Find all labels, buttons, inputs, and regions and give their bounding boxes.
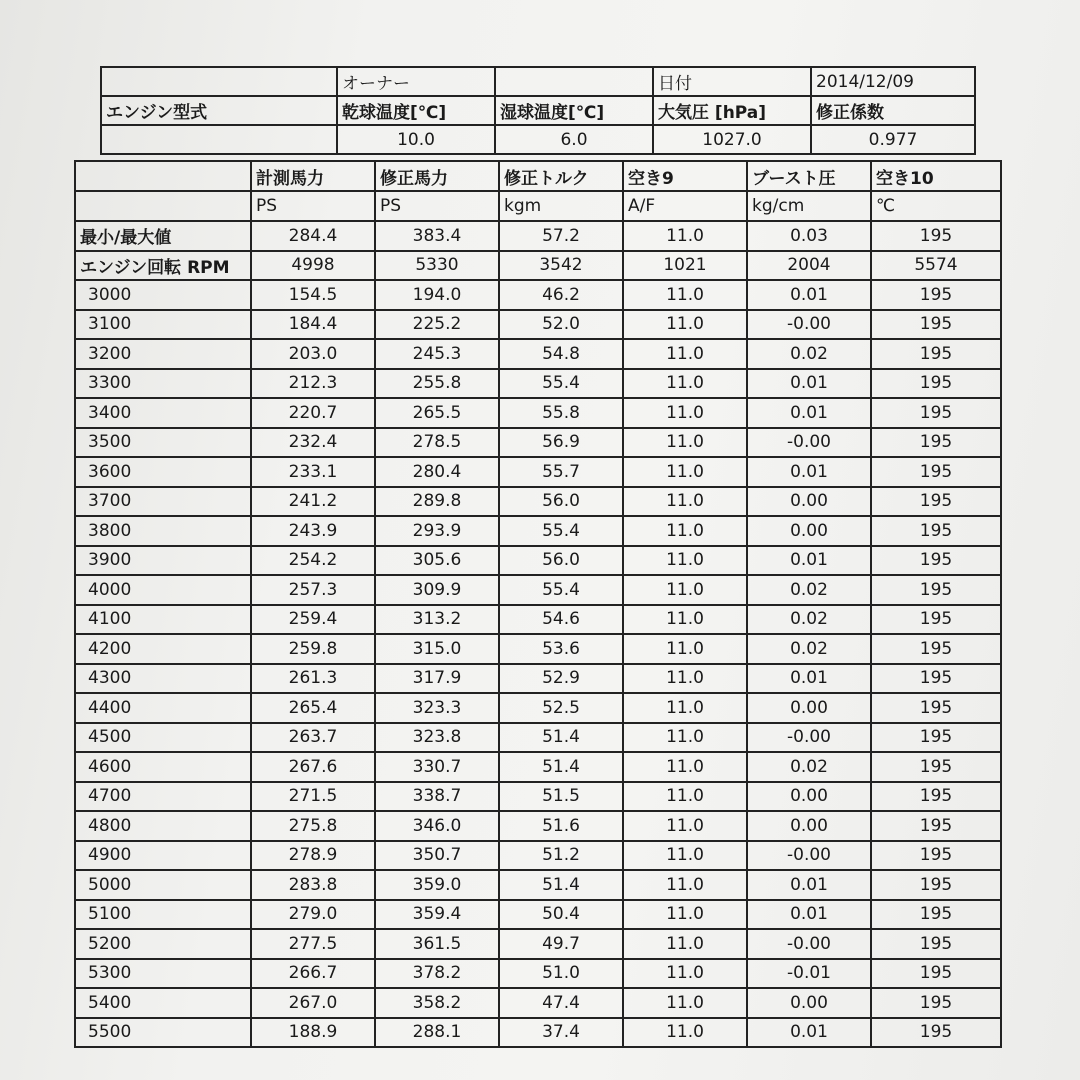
table-row bbox=[75, 782, 1001, 812]
corrected-power-cell: 225.2 bbox=[375, 310, 499, 340]
conditions-row-labels bbox=[101, 96, 975, 125]
corrected-torque-cell: 3542 bbox=[499, 251, 623, 281]
corrected-torque-cell: 55.4 bbox=[499, 575, 623, 605]
corrected-power-cell: 361.5 bbox=[375, 929, 499, 959]
corrected-power-cell: 288.1 bbox=[375, 1018, 499, 1048]
spare-10-cell: 195 bbox=[871, 988, 1001, 1018]
corrected-power-cell: 323.8 bbox=[375, 723, 499, 753]
corrected-torque-cell: 50.4 bbox=[499, 900, 623, 930]
table-row bbox=[75, 398, 1001, 428]
boost-pressure-cell: 0.01 bbox=[747, 369, 871, 399]
summary-row bbox=[75, 251, 1001, 281]
spare-10-cell: 195 bbox=[871, 575, 1001, 605]
rpm-cell: 3900 bbox=[75, 546, 251, 576]
corrected-power-cell: 278.5 bbox=[375, 428, 499, 458]
spare-10-cell: 195 bbox=[871, 310, 1001, 340]
spare-10-cell: 195 bbox=[871, 339, 1001, 369]
boost-pressure-cell: 0.01 bbox=[747, 398, 871, 428]
table-row bbox=[75, 811, 1001, 841]
corrected-torque-cell: 54.6 bbox=[499, 605, 623, 635]
boost-pressure-cell: 0.00 bbox=[747, 811, 871, 841]
spare-9-cell: 空き9 bbox=[623, 161, 747, 191]
corrected-torque-cell: 56.0 bbox=[499, 487, 623, 517]
corrected-power-cell: 305.6 bbox=[375, 546, 499, 576]
spare-9-cell: 11.0 bbox=[623, 487, 747, 517]
spare-9-cell: 11.0 bbox=[623, 339, 747, 369]
rpm-cell: 4200 bbox=[75, 634, 251, 664]
boost-pressure-cell: -0.00 bbox=[747, 310, 871, 340]
corrected-torque-cell: 55.4 bbox=[499, 516, 623, 546]
table-row bbox=[75, 428, 1001, 458]
corrected-power-cell: 359.4 bbox=[375, 900, 499, 930]
table-row bbox=[75, 575, 1001, 605]
spare-10-cell: 空き10 bbox=[871, 161, 1001, 191]
table-row bbox=[75, 457, 1001, 487]
rpm-cell: 5000 bbox=[75, 870, 251, 900]
corrected-power-cell: 359.0 bbox=[375, 870, 499, 900]
corrected-torque-cell: 57.2 bbox=[499, 221, 623, 251]
boost-pressure-cell: 0.00 bbox=[747, 782, 871, 812]
measured-power-cell: 265.4 bbox=[251, 693, 375, 723]
spare-10-cell: 195 bbox=[871, 457, 1001, 487]
corrected-torque-cell: 51.6 bbox=[499, 811, 623, 841]
owner-label: オーナー bbox=[337, 67, 495, 96]
corrected-power-cell: 280.4 bbox=[375, 457, 499, 487]
corrected-power-cell: 378.2 bbox=[375, 959, 499, 989]
measured-power-cell: 284.4 bbox=[251, 221, 375, 251]
measured-power-cell: 220.7 bbox=[251, 398, 375, 428]
corrected-torque-cell: 52.9 bbox=[499, 664, 623, 694]
pressure-value: 1027.0 bbox=[653, 125, 811, 154]
measured-power-cell: 計測馬力 bbox=[251, 161, 375, 191]
boost-pressure-cell: -0.01 bbox=[747, 959, 871, 989]
spare-9-cell: 11.0 bbox=[623, 428, 747, 458]
table-row bbox=[75, 339, 1001, 369]
spare-10-cell: ℃ bbox=[871, 191, 1001, 221]
boost-pressure-cell: 0.01 bbox=[747, 664, 871, 694]
boost-pressure-cell: 0.02 bbox=[747, 752, 871, 782]
boost-pressure-cell: 0.01 bbox=[747, 546, 871, 576]
blank-cell bbox=[101, 67, 337, 96]
engine-model-label: エンジン型式 bbox=[101, 96, 337, 125]
corrected-power-cell: 323.3 bbox=[375, 693, 499, 723]
rpm-cell: 4000 bbox=[75, 575, 251, 605]
rpm-cell: 5100 bbox=[75, 900, 251, 930]
spare-10-cell: 195 bbox=[871, 487, 1001, 517]
rpm-cell: 4800 bbox=[75, 811, 251, 841]
spare-10-cell: 195 bbox=[871, 811, 1001, 841]
pressure-label: 大気圧 [hPa] bbox=[653, 96, 811, 125]
conditions-row-owner bbox=[101, 67, 975, 96]
corrected-power-cell: 317.9 bbox=[375, 664, 499, 694]
rpm-cell: 4300 bbox=[75, 664, 251, 694]
spare-10-cell: 195 bbox=[871, 782, 1001, 812]
table-row bbox=[75, 841, 1001, 871]
spare-10-cell: 5574 bbox=[871, 251, 1001, 281]
wet-bulb-label: 湿球温度[℃] bbox=[495, 96, 653, 125]
boost-pressure-cell: 0.01 bbox=[747, 900, 871, 930]
spare-9-cell: 11.0 bbox=[623, 634, 747, 664]
rpm-cell: 4500 bbox=[75, 723, 251, 753]
table-row bbox=[75, 1018, 1001, 1048]
boost-pressure-cell: -0.00 bbox=[747, 428, 871, 458]
corrected-torque-cell: 52.0 bbox=[499, 310, 623, 340]
spare-10-cell: 195 bbox=[871, 516, 1001, 546]
rpm-cell: 最小/最大値 bbox=[75, 221, 251, 251]
summary-row bbox=[75, 221, 1001, 251]
spare-9-cell: 11.0 bbox=[623, 221, 747, 251]
corrected-power-cell: 289.8 bbox=[375, 487, 499, 517]
unit-row bbox=[75, 191, 1001, 221]
measured-power-cell: 154.5 bbox=[251, 280, 375, 310]
table-row bbox=[75, 752, 1001, 782]
rpm-cell: 5200 bbox=[75, 929, 251, 959]
spare-10-cell: 195 bbox=[871, 959, 1001, 989]
spare-9-cell: 11.0 bbox=[623, 546, 747, 576]
spare-10-cell: 195 bbox=[871, 634, 1001, 664]
measured-power-cell: 212.3 bbox=[251, 369, 375, 399]
corrected-torque-cell: 51.5 bbox=[499, 782, 623, 812]
measured-power-cell: 278.9 bbox=[251, 841, 375, 871]
corrected-torque-cell: 55.8 bbox=[499, 398, 623, 428]
table-row bbox=[75, 900, 1001, 930]
spare-10-cell: 195 bbox=[871, 280, 1001, 310]
rpm-cell: 5500 bbox=[75, 1018, 251, 1048]
dry-bulb-label: 乾球温度[℃] bbox=[337, 96, 495, 125]
corrected-power-cell: 315.0 bbox=[375, 634, 499, 664]
date-value: 2014/12/09 bbox=[811, 67, 975, 96]
spare-10-cell: 195 bbox=[871, 398, 1001, 428]
spare-9-cell: 11.0 bbox=[623, 516, 747, 546]
spare-9-cell: 11.0 bbox=[623, 369, 747, 399]
table-row bbox=[75, 693, 1001, 723]
spare-9-cell: 11.0 bbox=[623, 723, 747, 753]
table-row bbox=[75, 546, 1001, 576]
spare-9-cell: 11.0 bbox=[623, 1018, 747, 1048]
spare-10-cell: 195 bbox=[871, 221, 1001, 251]
measured-power-cell: 257.3 bbox=[251, 575, 375, 605]
corrected-torque-cell: 51.4 bbox=[499, 870, 623, 900]
measured-power-cell: 232.4 bbox=[251, 428, 375, 458]
spare-10-cell: 195 bbox=[871, 929, 1001, 959]
rpm-cell: 3600 bbox=[75, 457, 251, 487]
spare-10-cell: 195 bbox=[871, 900, 1001, 930]
header-row bbox=[75, 161, 1001, 191]
rpm-cell: 5400 bbox=[75, 988, 251, 1018]
spare-9-cell: 11.0 bbox=[623, 457, 747, 487]
spare-9-cell: 11.0 bbox=[623, 870, 747, 900]
measured-power-cell: 261.3 bbox=[251, 664, 375, 694]
spare-10-cell: 195 bbox=[871, 1018, 1001, 1048]
spare-9-cell: A/F bbox=[623, 191, 747, 221]
spare-9-cell: 11.0 bbox=[623, 959, 747, 989]
rpm-cell: 4100 bbox=[75, 605, 251, 635]
table-row bbox=[75, 280, 1001, 310]
corrected-power-cell: 383.4 bbox=[375, 221, 499, 251]
rpm-cell: 3500 bbox=[75, 428, 251, 458]
boost-pressure-cell: kg/cm bbox=[747, 191, 871, 221]
boost-pressure-cell: 0.01 bbox=[747, 1018, 871, 1048]
boost-pressure-cell: 0.01 bbox=[747, 280, 871, 310]
spare-9-cell: 11.0 bbox=[623, 929, 747, 959]
corrected-torque-cell: 51.4 bbox=[499, 752, 623, 782]
corrected-power-cell: 255.8 bbox=[375, 369, 499, 399]
measured-power-cell: 275.8 bbox=[251, 811, 375, 841]
spare-9-cell: 11.0 bbox=[623, 310, 747, 340]
rpm-cell bbox=[75, 161, 251, 191]
table-row bbox=[75, 487, 1001, 517]
rpm-cell: 4600 bbox=[75, 752, 251, 782]
corrected-torque-cell: 53.6 bbox=[499, 634, 623, 664]
spare-9-cell: 11.0 bbox=[623, 841, 747, 871]
table-row bbox=[75, 369, 1001, 399]
measured-power-cell: 188.9 bbox=[251, 1018, 375, 1048]
boost-pressure-cell: ブースト圧 bbox=[747, 161, 871, 191]
corrected-power-cell: 350.7 bbox=[375, 841, 499, 871]
measured-power-cell: 277.5 bbox=[251, 929, 375, 959]
measured-power-cell: 259.4 bbox=[251, 605, 375, 635]
corrected-torque-cell: 55.4 bbox=[499, 369, 623, 399]
boost-pressure-cell: -0.00 bbox=[747, 723, 871, 753]
dry-bulb-value: 10.0 bbox=[337, 125, 495, 154]
measured-power-cell: 267.0 bbox=[251, 988, 375, 1018]
table-row bbox=[75, 959, 1001, 989]
rpm-cell: 3800 bbox=[75, 516, 251, 546]
boost-pressure-cell: 0.00 bbox=[747, 487, 871, 517]
blank-cell bbox=[495, 67, 653, 96]
conditions-table bbox=[100, 66, 976, 155]
corrected-torque-cell: 56.0 bbox=[499, 546, 623, 576]
correction-value: 0.977 bbox=[811, 125, 975, 154]
spare-10-cell: 195 bbox=[871, 723, 1001, 753]
measured-power-cell: 4998 bbox=[251, 251, 375, 281]
table-row bbox=[75, 605, 1001, 635]
boost-pressure-cell: 0.03 bbox=[747, 221, 871, 251]
boost-pressure-cell: 0.02 bbox=[747, 605, 871, 635]
spare-9-cell: 11.0 bbox=[623, 782, 747, 812]
spare-9-cell: 11.0 bbox=[623, 752, 747, 782]
boost-pressure-cell: 0.02 bbox=[747, 339, 871, 369]
boost-pressure-cell: -0.00 bbox=[747, 929, 871, 959]
corrected-power-cell: 346.0 bbox=[375, 811, 499, 841]
correction-label: 修正係数 bbox=[811, 96, 975, 125]
blank-cell bbox=[101, 125, 337, 154]
corrected-torque-cell: 37.4 bbox=[499, 1018, 623, 1048]
spare-10-cell: 195 bbox=[871, 693, 1001, 723]
measured-power-cell: 241.2 bbox=[251, 487, 375, 517]
corrected-power-cell: 5330 bbox=[375, 251, 499, 281]
rpm-cell: 3000 bbox=[75, 280, 251, 310]
corrected-torque-cell: 49.7 bbox=[499, 929, 623, 959]
rpm-cell bbox=[75, 191, 251, 221]
corrected-power-cell: 309.9 bbox=[375, 575, 499, 605]
date-label: 日付 bbox=[653, 67, 811, 96]
spare-9-cell: 11.0 bbox=[623, 575, 747, 605]
spare-9-cell: 1021 bbox=[623, 251, 747, 281]
table-row bbox=[75, 988, 1001, 1018]
corrected-torque-cell: 修正トルク bbox=[499, 161, 623, 191]
corrected-torque-cell: 52.5 bbox=[499, 693, 623, 723]
rpm-cell: エンジン回転 RPM bbox=[75, 251, 251, 281]
corrected-torque-cell: kgm bbox=[499, 191, 623, 221]
measured-power-cell: 243.9 bbox=[251, 516, 375, 546]
table-row bbox=[75, 664, 1001, 694]
spare-10-cell: 195 bbox=[871, 546, 1001, 576]
rpm-cell: 5300 bbox=[75, 959, 251, 989]
corrected-torque-cell: 51.4 bbox=[499, 723, 623, 753]
measured-power-cell: 267.6 bbox=[251, 752, 375, 782]
rpm-cell: 4700 bbox=[75, 782, 251, 812]
measured-power-cell: 279.0 bbox=[251, 900, 375, 930]
spare-10-cell: 195 bbox=[871, 605, 1001, 635]
corrected-power-cell: PS bbox=[375, 191, 499, 221]
corrected-torque-cell: 56.9 bbox=[499, 428, 623, 458]
corrected-power-cell: 194.0 bbox=[375, 280, 499, 310]
rpm-cell: 3200 bbox=[75, 339, 251, 369]
spare-10-cell: 195 bbox=[871, 369, 1001, 399]
boost-pressure-cell: 0.01 bbox=[747, 870, 871, 900]
rpm-cell: 3700 bbox=[75, 487, 251, 517]
spare-9-cell: 11.0 bbox=[623, 693, 747, 723]
spare-9-cell: 11.0 bbox=[623, 900, 747, 930]
spare-10-cell: 195 bbox=[871, 664, 1001, 694]
boost-pressure-cell: 0.02 bbox=[747, 575, 871, 605]
corrected-torque-cell: 46.2 bbox=[499, 280, 623, 310]
wet-bulb-value: 6.0 bbox=[495, 125, 653, 154]
measured-power-cell: 283.8 bbox=[251, 870, 375, 900]
measured-power-cell: 254.2 bbox=[251, 546, 375, 576]
measured-power-cell: 203.0 bbox=[251, 339, 375, 369]
spare-9-cell: 11.0 bbox=[623, 605, 747, 635]
corrected-torque-cell: 47.4 bbox=[499, 988, 623, 1018]
table-row bbox=[75, 723, 1001, 753]
rpm-cell: 4900 bbox=[75, 841, 251, 871]
spare-9-cell: 11.0 bbox=[623, 988, 747, 1018]
corrected-power-cell: 338.7 bbox=[375, 782, 499, 812]
measured-power-cell: 271.5 bbox=[251, 782, 375, 812]
boost-pressure-cell: 0.02 bbox=[747, 634, 871, 664]
boost-pressure-cell: 0.01 bbox=[747, 457, 871, 487]
table-row bbox=[75, 929, 1001, 959]
measured-power-cell: 266.7 bbox=[251, 959, 375, 989]
spare-9-cell: 11.0 bbox=[623, 398, 747, 428]
table-row bbox=[75, 870, 1001, 900]
spare-10-cell: 195 bbox=[871, 870, 1001, 900]
table-row bbox=[75, 310, 1001, 340]
boost-pressure-cell: 0.00 bbox=[747, 988, 871, 1018]
rpm-cell: 4400 bbox=[75, 693, 251, 723]
spare-10-cell: 195 bbox=[871, 428, 1001, 458]
spare-9-cell: 11.0 bbox=[623, 811, 747, 841]
boost-pressure-cell: -0.00 bbox=[747, 841, 871, 871]
measured-power-cell: 259.8 bbox=[251, 634, 375, 664]
boost-pressure-cell: 0.00 bbox=[747, 516, 871, 546]
corrected-power-cell: 358.2 bbox=[375, 988, 499, 1018]
corrected-power-cell: 245.3 bbox=[375, 339, 499, 369]
boost-pressure-cell: 0.00 bbox=[747, 693, 871, 723]
spare-9-cell: 11.0 bbox=[623, 664, 747, 694]
corrected-torque-cell: 51.0 bbox=[499, 959, 623, 989]
measured-power-cell: 263.7 bbox=[251, 723, 375, 753]
corrected-torque-cell: 51.2 bbox=[499, 841, 623, 871]
conditions-row-values bbox=[101, 125, 975, 154]
measured-power-cell: PS bbox=[251, 191, 375, 221]
corrected-torque-cell: 55.7 bbox=[499, 457, 623, 487]
measured-power-cell: 233.1 bbox=[251, 457, 375, 487]
spare-10-cell: 195 bbox=[871, 752, 1001, 782]
corrected-power-cell: 313.2 bbox=[375, 605, 499, 635]
corrected-power-cell: 293.9 bbox=[375, 516, 499, 546]
corrected-power-cell: 265.5 bbox=[375, 398, 499, 428]
table-row bbox=[75, 634, 1001, 664]
corrected-torque-cell: 54.8 bbox=[499, 339, 623, 369]
boost-pressure-cell: 2004 bbox=[747, 251, 871, 281]
corrected-power-cell: 修正馬力 bbox=[375, 161, 499, 191]
spare-10-cell: 195 bbox=[871, 841, 1001, 871]
rpm-cell: 3100 bbox=[75, 310, 251, 340]
rpm-cell: 3400 bbox=[75, 398, 251, 428]
measured-power-cell: 184.4 bbox=[251, 310, 375, 340]
corrected-power-cell: 330.7 bbox=[375, 752, 499, 782]
results-table bbox=[74, 160, 1002, 1048]
rpm-cell: 3300 bbox=[75, 369, 251, 399]
table-row bbox=[75, 516, 1001, 546]
spare-9-cell: 11.0 bbox=[623, 280, 747, 310]
